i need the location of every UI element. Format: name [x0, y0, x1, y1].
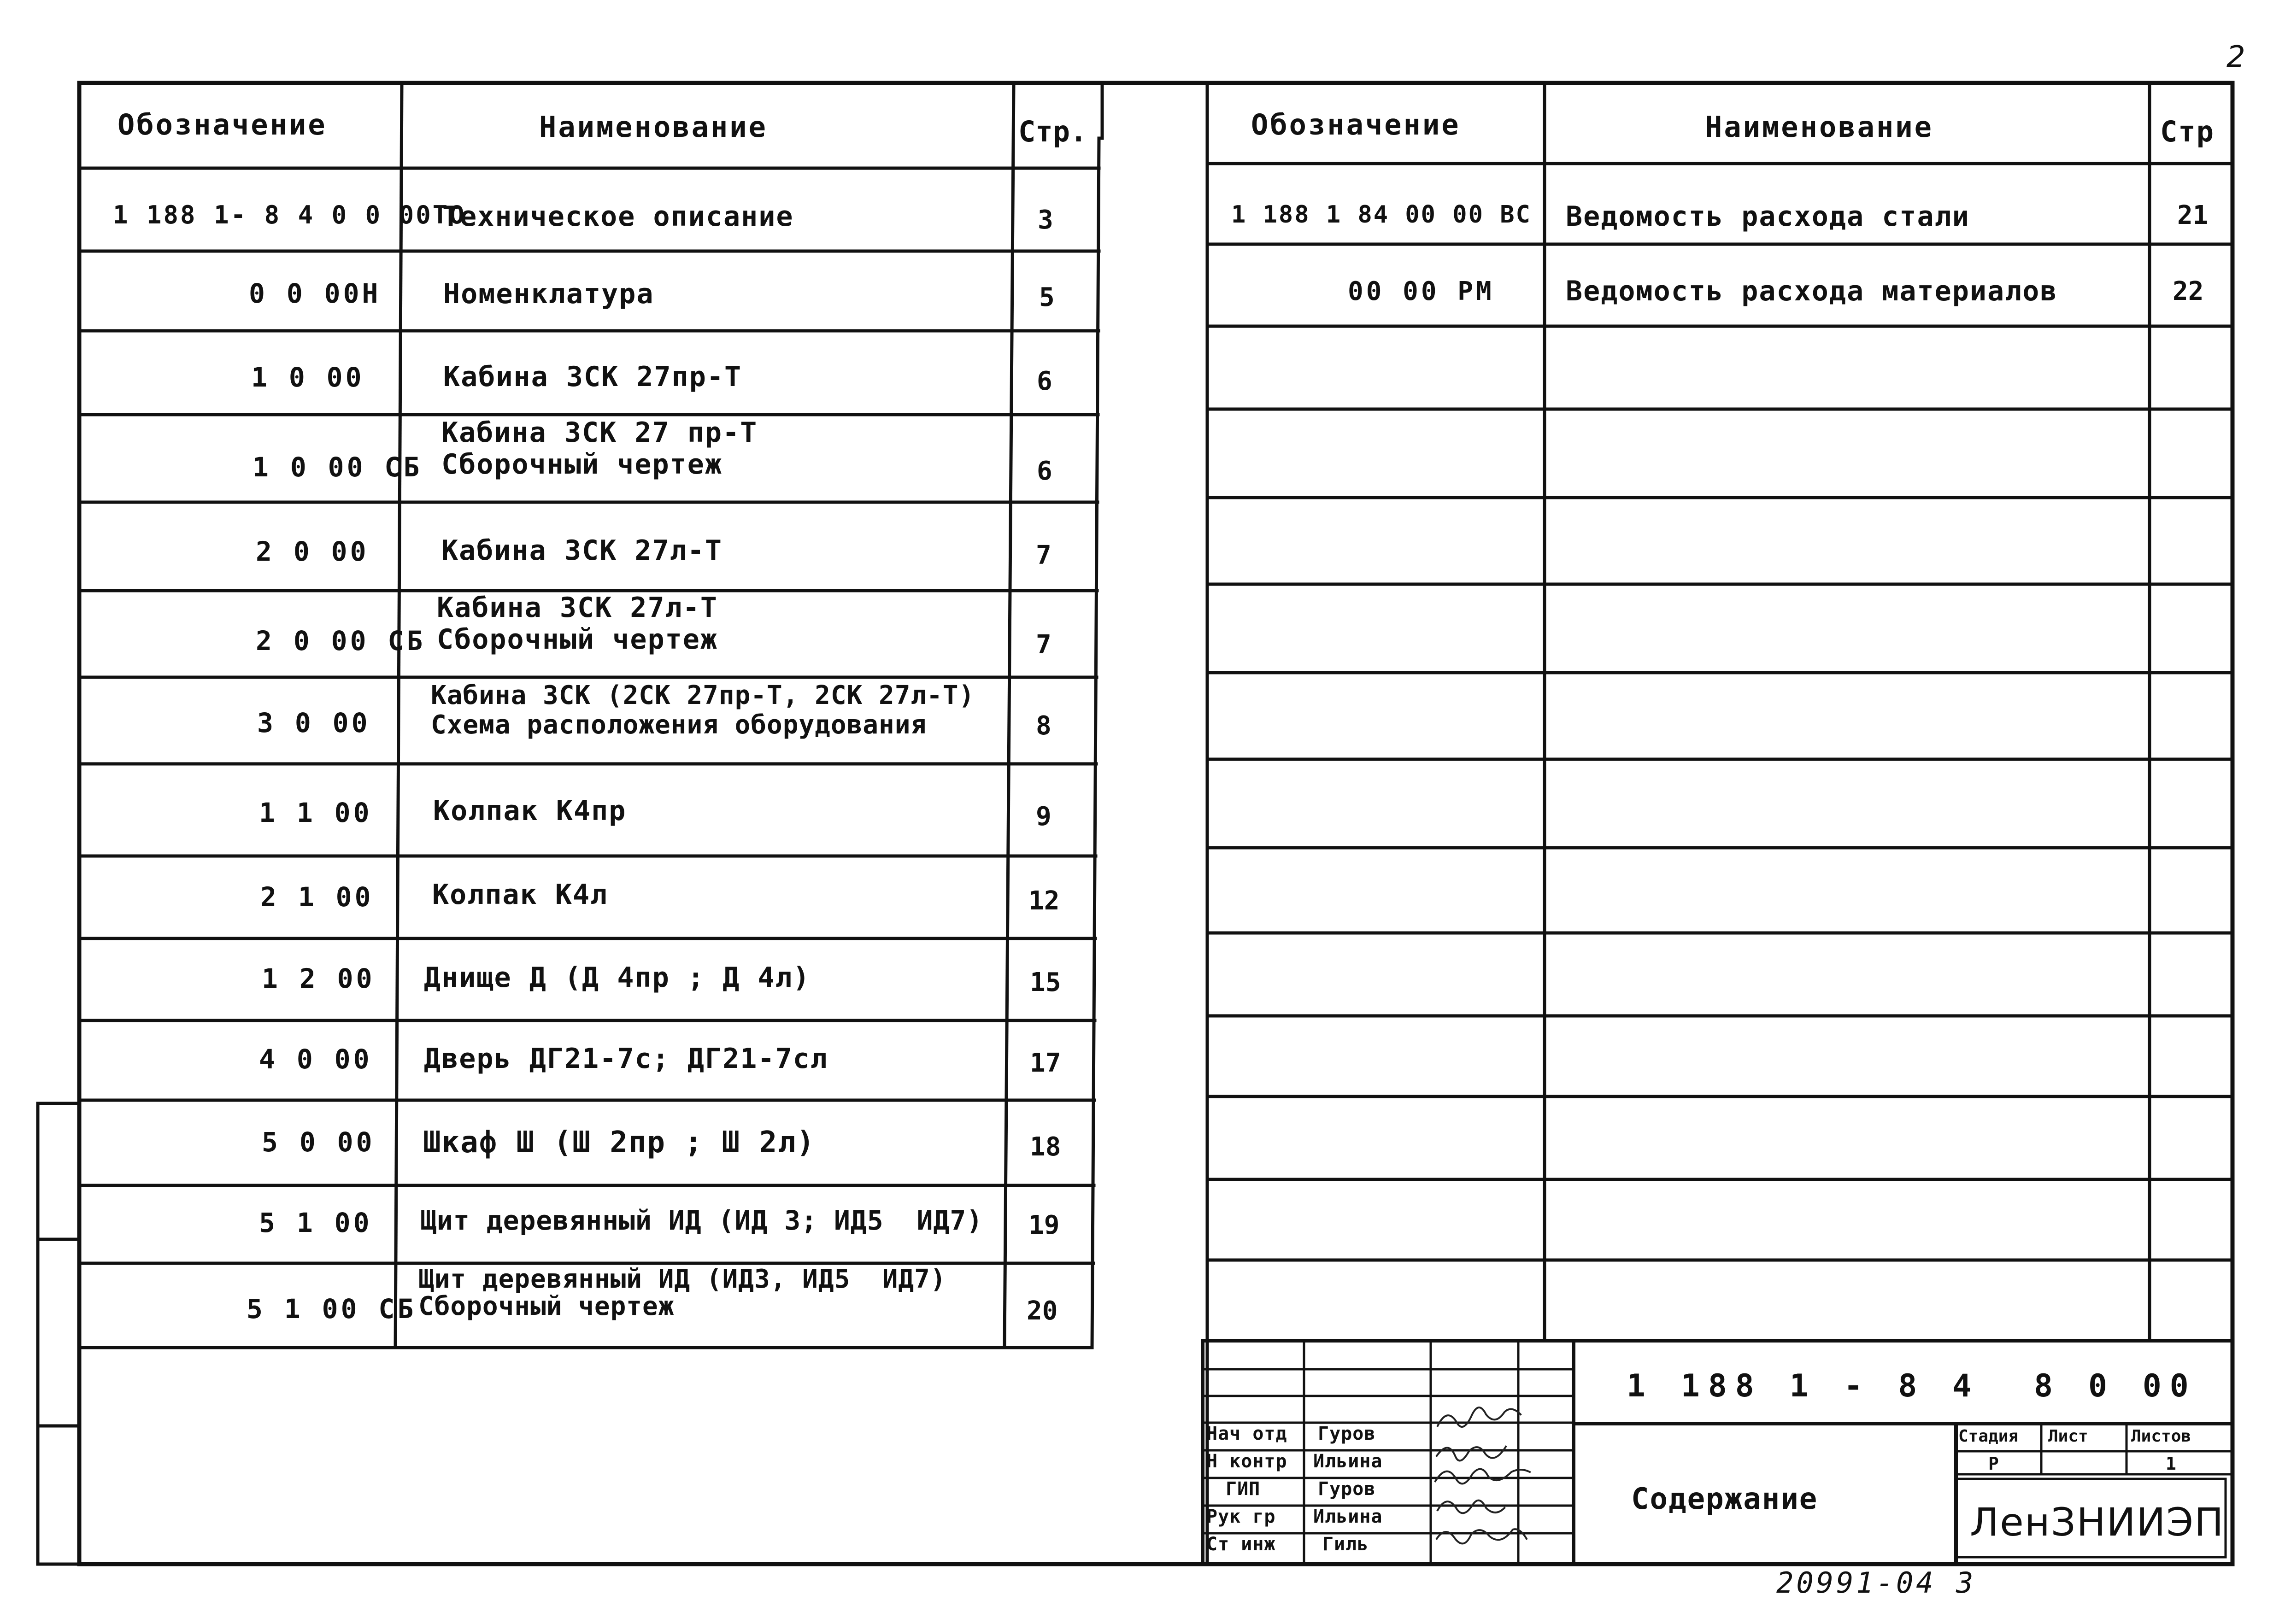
left-row-name: Колпак К4л	[432, 879, 608, 911]
left-row-designation: 1 0 00 СБ	[253, 451, 423, 483]
signatures-scribbles	[1435, 1407, 1530, 1543]
left-row-page: 18	[1030, 1132, 1061, 1162]
left-row-name: Колпак К4пр	[433, 795, 627, 827]
left-row-designation: 2 1 00	[260, 881, 374, 913]
sheet-number: 2	[2226, 40, 2245, 74]
left-row-name: Дверь ДГ21-7с; ДГ21-7сл	[424, 1043, 828, 1075]
left-row-designation: 2 0 00	[256, 536, 369, 567]
left-row-page: 5	[1039, 282, 1055, 312]
left-row-page: 12	[1028, 886, 1060, 916]
left-row-designation: 0 0 00Н	[249, 278, 381, 309]
left-row-page: 15	[1030, 967, 1061, 997]
left-row-page: 17	[1030, 1048, 1061, 1078]
left-row-name: Щит деревянный ИД (ИД3, ИД5 ИД7) Сборочный чертеж	[418, 1264, 946, 1321]
archive-number: 20991-04 3	[1776, 1566, 1976, 1600]
left-row-name: Номенклатура	[443, 278, 654, 310]
organization-name: ЛенЗНИИЭП	[1970, 1500, 2225, 1545]
signature-name: Ильина	[1313, 1506, 1383, 1527]
signature-name: Ильина	[1313, 1451, 1383, 1472]
left-row-name: Кабина 3СК 27л-Т Сборочный чертеж	[437, 592, 718, 656]
left-row-page: 8	[1036, 711, 1052, 741]
right-row-page: 22	[2173, 276, 2204, 306]
sheets-value: 1	[2166, 1454, 2176, 1474]
left-row-name: Кабина 3СК 27пр-Т	[443, 361, 742, 393]
left-row-page: 9	[1036, 802, 1052, 832]
sheets-label: Листов	[2131, 1427, 2191, 1446]
left-row-name: Кабина 3СК 27 пр-Т Сборочный чертеж	[441, 416, 758, 481]
left-row-name: Кабина 3СК 27л-Т	[441, 534, 723, 567]
left-row-page: 3	[1038, 205, 1053, 235]
left-row-page: 7	[1036, 540, 1052, 570]
left-row-page: 19	[1028, 1210, 1060, 1240]
signature-name: Гуров	[1318, 1423, 1376, 1444]
left-row-name: Кабина 3СК (2СК 27пр-Т, 2СК 27л-Т) Схема расположения оборудования	[431, 680, 975, 740]
signature-role: Н контр	[1206, 1451, 1287, 1472]
signature-role: Нач отд	[1206, 1423, 1287, 1444]
left-row-designation: 5 1 00 СБ	[247, 1293, 417, 1325]
right-header-page: Стр	[2160, 115, 2215, 148]
left-row-name: Шкаф Ш (Ш 2пр ; Ш 2л)	[423, 1126, 816, 1160]
signature-role: ГИП	[1226, 1478, 1261, 1500]
signature-role: Рук гр	[1206, 1506, 1276, 1527]
sheet-label: Лист	[2048, 1427, 2088, 1446]
left-header-name: Наименование	[539, 110, 768, 144]
signature-name: Гиль	[1322, 1534, 1369, 1555]
left-row-designation: 1 2 00	[262, 963, 375, 994]
right-row-name: Ведомость расхода стали	[1566, 200, 1970, 233]
right-header-name: Наименование	[1705, 110, 1933, 144]
signature-role: Ст инж	[1206, 1534, 1276, 1555]
stage-value: Р	[1988, 1454, 1999, 1474]
document-code: 1 188 1 - 8 4 8 0 00	[1627, 1368, 2197, 1404]
left-row-page: 6	[1037, 366, 1052, 396]
left-row-name: Щит деревянный ИД (ИД 3; ИД5 ИД7)	[420, 1205, 983, 1236]
left-row-designation: 1 0 00	[251, 362, 364, 393]
left-row-designation: 3 0 00	[257, 707, 370, 739]
left-row-designation: 2 0 00 СБ	[256, 625, 426, 657]
right-row-page: 21	[2177, 200, 2209, 230]
left-row-page: 7	[1036, 630, 1052, 660]
right-row-designation: 1 188 1 84 00 00 ВС	[1231, 201, 1532, 229]
left-row-designation: 1 1 00	[259, 797, 372, 828]
right-row-name: Ведомость расхода материалов	[1566, 275, 2058, 307]
left-header-page: Стр.	[1018, 115, 1087, 148]
left-header-designation: Обозначение	[117, 108, 327, 141]
left-row-name: Днище Д (Д 4пр ; Д 4л)	[424, 962, 811, 994]
signature-name: Гуров	[1318, 1478, 1376, 1500]
stage-label: Стадия	[1958, 1427, 2019, 1446]
left-row-name: Техническое описание	[442, 200, 794, 233]
left-row-designation: 1 188 1- 8 4 0 0 00ТО	[113, 200, 466, 229]
document-title: Содержание	[1631, 1482, 1818, 1516]
right-row-designation: 00 00 РМ	[1348, 276, 1494, 306]
left-row-designation: 4 0 00	[259, 1044, 372, 1075]
left-row-page: 20	[1027, 1296, 1058, 1326]
right-header-designation: Обозначение	[1251, 108, 1461, 141]
left-row-page: 6	[1037, 456, 1052, 486]
left-row-designation: 5 0 00	[262, 1126, 375, 1158]
left-row-designation: 5 1 00	[259, 1207, 372, 1238]
